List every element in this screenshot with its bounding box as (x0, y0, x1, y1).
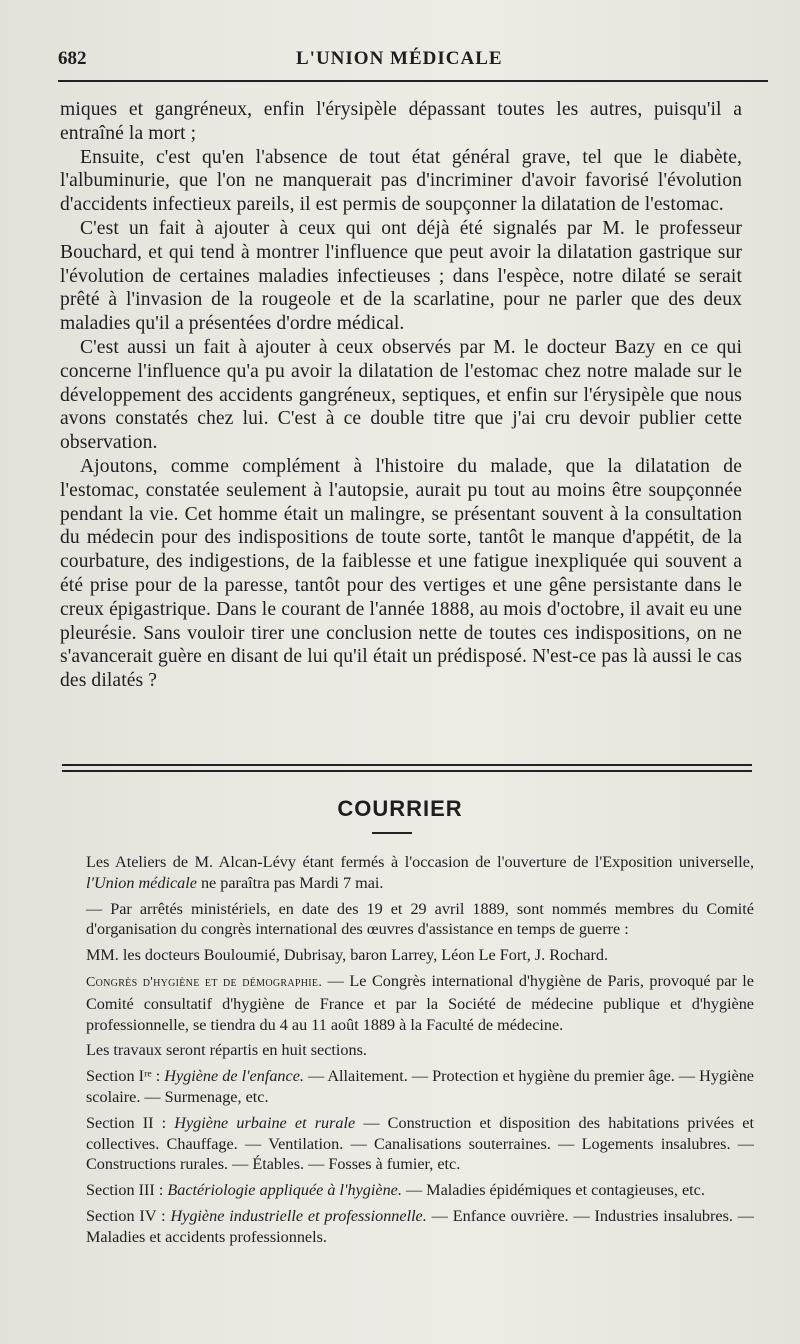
paragraph: C'est un fait à ajouter à ceux qui ont déjà été signalés par M. le professeur Bouchard, et qui tend à montrer l'influence que peut avoir la dilatation gastrique sur l'évolution de certaines maladies infectieuses ; dans l'espèce, notre dilaté se serait prêté à l'invasion de la rougeole et de la scarlatine, pour ne parler que des deux maladies qu'il a présentées d'ordre médical. (60, 217, 742, 335)
news-item: MM. les docteurs Bouloumié, Dubrisay, baron Larrey, Léon Le Fort, J. Rochard. (86, 946, 609, 965)
news-item: Les travaux seront répartis en huit sections. (86, 1041, 367, 1060)
news-item: Les Ateliers de M. Alcan-Lévy étant fermés à l'occasion de l'ouverture de l'Exposition universelle, l'Union médicale ne paraîtra pas Mardi 7 mai. (86, 853, 754, 892)
news-heading: Congrès d'hygiène et de démographie. (86, 974, 323, 990)
page-number: 682 (58, 48, 87, 69)
section-item: Section Iʳᵉ : Hygiène de l'enfance. — Allaitement. — Protection et hygiène du premier âge. — Hygiène scolaire. — Surmenage, etc. (86, 1067, 754, 1106)
paragraph: C'est aussi un fait à ajouter à ceux observés par M. le docteur Bazy en ce qui concerne l'influence qu'a pu avoir la dilatation de l'estomac chez notre malade sur le développement des accidents gangréneux, septiques, et enfin sur l'érysipèle que nous avons constatés chez lui. C'est à ce double titre que j'ai cru devoir publier cette observation. (60, 336, 742, 454)
paragraph: Ensuite, c'est qu'en l'absence de tout état général grave, tel que le diabète, l'albuminurie, que l'on ne manquerait pas d'incriminer d'avoir favorisé l'évolution d'accidents infectieux pareils, il est permis de soupçonner la dilatation de l'estomac. (60, 146, 742, 216)
section-divider-top (62, 764, 752, 766)
news-item: Congrès d'hygiène et de démographie. — Le Congrès international d'hygiène de Paris, provoqué par le Comité consultatif d'hygiène de France et par la Société de médecine publique et d'hygiène professionnelle, se tiendra du 4 au 11 août 1889 à la Faculté de médecine. (86, 971, 754, 1034)
article-body (60, 98, 742, 693)
section-item: Section III : Bactériologie appliquée à l'hygiène. — Maladies épidémiques et contagieuses, etc. (86, 1181, 705, 1200)
paragraph: Ajoutons, comme complément à l'histoire du malade, que la dilatation de l'estomac, constatée seulement à l'autopsie, aurait pu tout au moins être soupçonnée pendant la vie. Cet homme était un malingre, se présentant souvent à la consultation du médecin pour des indispositions de toute sorte, tantôt le manque d'appétit, de la courbature, des indigestions, de la faiblesse et une fatigue inexpliquée qui souvent a été prise pour de la paresse, tantôt pour des vertiges et une gêne persistante dans le creux épigastrique. Dans le courant de l'année 1888, au mois d'octobre, il avait eu une pleurésie. Sans vouloir tirer une conclusion nette de toutes ces indispositions, on ne s'avancerait guère en disant de lui qu'il était un prédisposé. N'est-ce pas là aussi le cas des dilatés ? (60, 455, 742, 692)
section-divider-bottom (62, 770, 752, 772)
header-rule (58, 80, 768, 82)
section-title: COURRIER (337, 796, 463, 821)
running-title: L'UNION MÉDICALE (296, 48, 503, 69)
section-item: Section II : Hygiène urbaine et rurale — Construction et disposition des habitations privées et collectives. Chauffage. — Ventilation. — Canalisations souterraines. — Logements insalubres. — Constructions rurales. — Étables. — Fosses à fumier, etc. (86, 1113, 754, 1174)
news-item: — Par arrêtés ministériels, en date des 19 et 29 avril 1889, sont nommés membres du Comité d'organisation du congrès international des œuvres d'assistance en temps de guerre : (86, 899, 754, 939)
page-header (58, 48, 758, 80)
title-dash (372, 832, 412, 834)
courrier-news (86, 852, 754, 1253)
paragraph: miques et gangréneux, enfin l'érysipèle dépassant toutes les autres, puisqu'il a entraîné la mort ; (60, 99, 742, 144)
section-item: Section IV : Hygiène industrielle et professionnelle. — Enfance ouvrière. — Industries insalubres. — Maladies et accidents professionnels. (86, 1206, 754, 1246)
